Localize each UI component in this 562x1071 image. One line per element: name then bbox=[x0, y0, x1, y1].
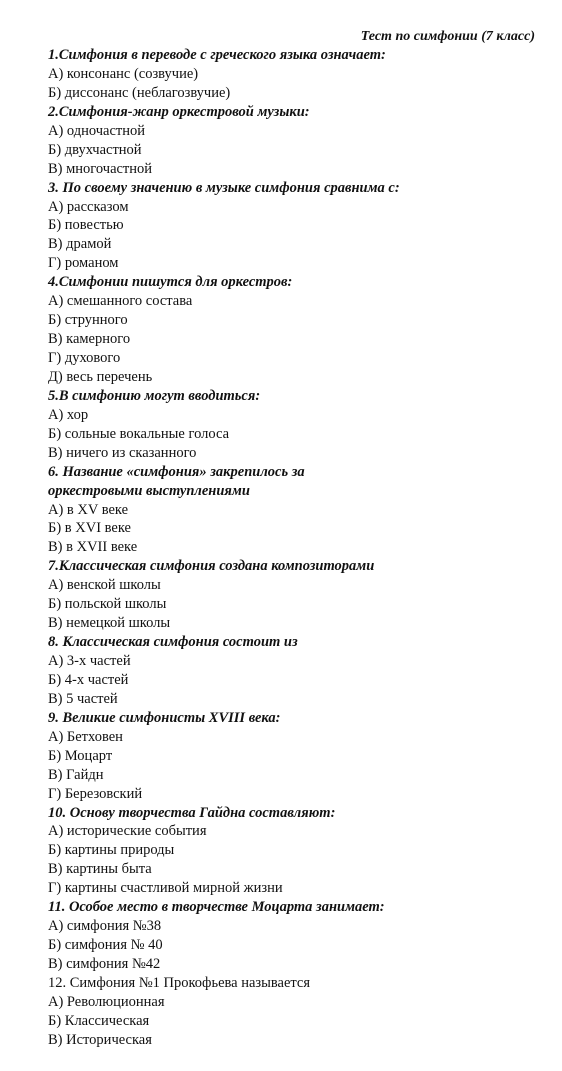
question-block bbox=[48, 103, 548, 179]
answer-option: Б) струнного bbox=[48, 312, 128, 329]
question-text: 1.Симфония в переводе с греческого языка означает: bbox=[48, 47, 386, 63]
answer-option: В) 5 частей bbox=[48, 690, 118, 707]
answer-option: Б) Классическая bbox=[48, 1012, 150, 1029]
question-block bbox=[48, 46, 548, 103]
answer-option: В) многочастной bbox=[48, 160, 153, 177]
question-block bbox=[48, 633, 548, 709]
question-block bbox=[48, 898, 548, 974]
question-text: 10. Основу творчества Гайдна составляют: bbox=[48, 804, 336, 821]
answer-option: В) немецкой школы bbox=[48, 615, 171, 632]
answer-option: В) Гайдн bbox=[48, 766, 104, 783]
question-text: 6. Название «симфония» закрепилось за bbox=[48, 463, 305, 480]
answer-option: А) хор bbox=[48, 406, 89, 423]
answer-option: Г) романом bbox=[48, 255, 119, 272]
answer-option: Б) 4-х частей bbox=[48, 671, 129, 688]
answer-option: Г) картины счастливой мирной жизни bbox=[48, 880, 283, 897]
question-text: 7.Классическая симфония создана композиторами bbox=[48, 558, 375, 575]
answer-option: В) ничего из сказанного bbox=[48, 444, 197, 461]
answer-option: В) камерного bbox=[48, 331, 131, 348]
answer-option: В) картины быта bbox=[48, 861, 152, 878]
question-block bbox=[48, 974, 548, 1050]
answer-option: А) одночастной bbox=[48, 122, 146, 139]
question-text: 8. Классическая симфония состоит из bbox=[48, 634, 298, 651]
answer-option: А) Бетховен bbox=[48, 728, 123, 745]
question-block bbox=[48, 273, 548, 387]
answer-option: В) Историческая bbox=[48, 1031, 152, 1048]
answer-option: Г) духового bbox=[48, 350, 121, 366]
question-list bbox=[48, 46, 548, 1050]
question-text: 9. Великие симфонисты XVIII века: bbox=[48, 709, 281, 726]
question-block bbox=[48, 179, 548, 274]
question-text: 11. Особое место в творчестве Моцарта занимает: bbox=[48, 899, 385, 916]
answer-option: А) в XV веке bbox=[48, 501, 129, 518]
answer-option: Б) повестью bbox=[48, 217, 124, 234]
answer-option: А) симфония №38 bbox=[48, 918, 162, 935]
answer-option: Б) двухчастной bbox=[48, 141, 142, 158]
answer-option: Б) диссонанс (неблагозвучие) bbox=[48, 84, 231, 101]
answer-option: В) симфония №42 bbox=[48, 956, 161, 972]
answer-option: Б) в XVI веке bbox=[48, 520, 131, 537]
answer-option: А) 3-х частей bbox=[48, 653, 131, 669]
question-text: 2.Симфония-жанр оркестровой музыки: bbox=[48, 103, 310, 120]
answer-option: Б) польской школы bbox=[48, 596, 167, 613]
answer-option: Б) Моцарт bbox=[48, 747, 113, 764]
question-block bbox=[48, 557, 548, 633]
answer-option: А) исторические события bbox=[48, 823, 207, 840]
question-text: 5.В симфонию могут вводиться: bbox=[48, 387, 261, 404]
test-title: Тест по симфонии (7 класс) bbox=[360, 29, 535, 44]
answer-option: Б) симфония № 40 bbox=[48, 937, 163, 954]
question-text: 12. Симфония №1 Прокофьева называется bbox=[48, 974, 311, 991]
answer-option: А) консонанс (созвучие) bbox=[48, 65, 199, 82]
question-block bbox=[48, 709, 548, 804]
question-block bbox=[48, 387, 548, 463]
answer-option: Г) Березовский bbox=[48, 785, 143, 802]
answer-option: А) венской школы bbox=[48, 577, 161, 594]
question-block bbox=[48, 463, 548, 558]
answer-option: В) драмой bbox=[48, 236, 112, 253]
question-text: оркестровыми выступлениями bbox=[48, 482, 250, 499]
question-text: 3. По своему значению в музыке симфония сравнима с: bbox=[48, 179, 400, 196]
answer-option: Д) весь перечень bbox=[48, 368, 153, 385]
answer-option: В) в XVII веке bbox=[48, 539, 138, 556]
answer-option: А) Революционная bbox=[48, 993, 165, 1010]
answer-option: А) рассказом bbox=[48, 198, 129, 215]
question-block bbox=[48, 804, 548, 899]
question-text: 4.Симфонии пишутся для оркестров: bbox=[48, 274, 293, 291]
answer-option: Б) картины природы bbox=[48, 842, 175, 859]
answer-option: Б) сольные вокальные голоса bbox=[48, 425, 230, 442]
answer-option: А) смешанного состава bbox=[48, 293, 193, 310]
